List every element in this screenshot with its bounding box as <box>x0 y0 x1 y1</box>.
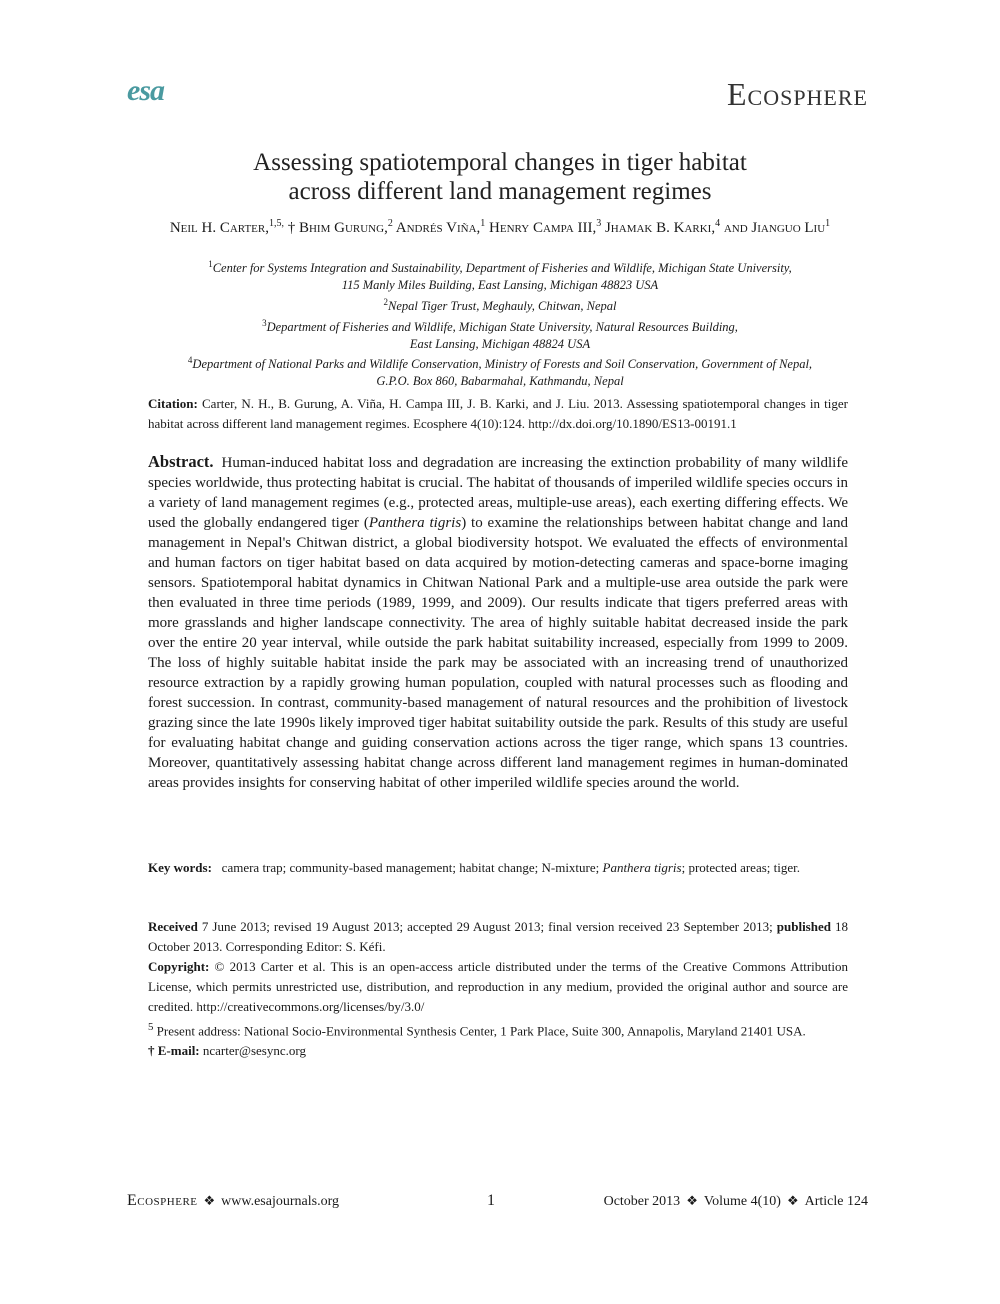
footer-left <box>127 1192 339 1211</box>
affiliation-3-line-2: East Lansing, Michigan 48824 USA <box>409 336 591 351</box>
published-label: published <box>776 919 831 934</box>
esa-logo: esa <box>127 74 164 107</box>
copyright-label: Copyright: <box>148 959 210 974</box>
keywords-text-2: ; protected areas; tiger. <box>681 860 800 875</box>
published-text: 18 October 2013. Corresponding Editor: S. Kéfi. <box>148 919 849 954</box>
footer-article: Article 124 <box>804 1194 868 1209</box>
journal-name: Ecosphere <box>726 76 868 112</box>
copyright-line <box>148 957 848 1017</box>
abstract-text-2: ) to examine the relationships between habitat change and land management in Nepal's Chitwan district, a global biodiversity hotspot. We evaluated the effects of environmental and human factors on tiger habitat based on data acquired by motion-detecting cameras and space-borne imaging sensors. Spatiotemporal habitat dynamics in Chitwan National Park and a multiple-use area outside the park were then evaluated in three time periods (1989, 1999, and 2009). Our results indicate that tigers preferred areas with more grasslands and higher landscape connectivity. The area of highly suitable habitat decreased inside the park over the entire 20 year interval, while outside the park habitat suitability increased, especially from 1999 to 2009. The loss of highly suitable habitat inside the park may be associated with an increasing trend of unauthorized resource extraction by a rapidly growing human population, coupled with natural processes such as flooding and forest succession. In contrast, community-based management of natural resources and the prohibition of livestock grazing since the late 1990s likely improved tiger habitat suitability outside the park. Results of this study are useful for evaluating habitat change and guiding conservation actions across the tiger range, which spans 13 countries. Moreover, quantitatively assessing habitat change across different land management regimes in human-dominated areas provides insights for conserving habitat of other imperiled wildlife species around the world. <box>148 515 848 791</box>
footer-date: October 2013 <box>603 1194 681 1209</box>
affiliation-4-line-2: G.P.O. Box 860, Babarmahal, Kathmandu, Nepal <box>376 374 624 389</box>
affiliation-4: $^4$Department of National Parks and Wildlife Conservation, Ministry of Forests and Soil Conservation, Government of Nepal, <box>187 355 813 372</box>
email-line <box>148 1041 848 1061</box>
footer-right <box>604 1192 868 1211</box>
keywords-text-1: camera trap; community-based management; habitat change; N-mixture; <box>221 860 600 875</box>
diamond-icon: ❖ <box>786 1193 799 1208</box>
title-line-1: Assessing spatiotemporal changes in tiger habitat <box>253 149 747 176</box>
abstract-label: Abstract. <box>148 452 214 471</box>
affiliation-1-line-2: 115 Manly Miles Building, East Lansing, Michigan 48823 USA <box>341 277 659 292</box>
author-list <box>60 214 940 238</box>
page-footer <box>127 1192 868 1210</box>
received-label: Received <box>148 919 198 934</box>
citation-label: Citation: <box>148 396 198 411</box>
author-1: Neil H. Carter,$^{1,5,}$ <box>169 218 284 236</box>
email-label: † E-mail: <box>148 1043 200 1059</box>
present-address-text: Present address: National Socio-Environmental Synthesis Center, 1 Park Place, Suite 300, Annapolis, Maryland 21401 USA. <box>156 1023 806 1039</box>
copyright-text: © 2013 Carter et al. This is an open-access article distributed under the terms of the Creative Commons Attribution License, which permits unrestricted use, distribution, and reproduction in any medium, provided the original author and source are credited. http://creativecommons.org/licenses/by/3.0/ <box>148 959 849 1014</box>
affiliations <box>120 256 880 390</box>
title-line-2: across different land management regimes <box>288 178 712 205</box>
author-6: and Jianguo Liu$^1$ <box>723 218 831 236</box>
page-number: 1 <box>487 1192 495 1209</box>
present-address-sup: 5 <box>148 1021 154 1033</box>
abstract-species: Panthera tigris <box>368 515 462 531</box>
author-4: Henry Campa III,$^3$ <box>489 218 602 236</box>
citation <box>148 394 848 433</box>
author-3: Andrés Viña,$^1$ <box>395 218 486 236</box>
citation-text: Carter, N. H., B. Gurung, A. Viña, H. Campa III, J. B. Karki, and J. Liu. 2013. Assessing spatiotemporal changes in tiger habitat across different land management regimes. Ecosphere 4(10):124. http://dx.doi.org/10.1890/ES13-00191.1 <box>148 396 849 431</box>
received-line <box>148 917 848 957</box>
article-notes <box>148 917 848 1061</box>
paper-title <box>100 148 900 206</box>
author-5: Jhamak B. Karki,$^4$ <box>604 218 721 236</box>
keywords-species: Panthera tigris <box>602 860 682 875</box>
abstract-text-1: Human-induced habitat loss and degradation are increasing the extinction probability of many wildlife species worldwide, thus protecting habitat is crucial. The habitat of thousands of imperiled wildlife species occurs in a variety of land management regimes (e.g., protected areas, multiple-use areas), each exerting differing effects. We used the globally endangered tiger ( <box>148 455 848 531</box>
present-address <box>148 1017 848 1041</box>
footer-website[interactable]: www.esajournals.org <box>221 1194 339 1209</box>
received-text: 7 June 2013; revised 19 August 2013; accepted 29 August 2013; final version received 23 September 2013; <box>201 919 773 934</box>
abstract <box>148 452 848 793</box>
affiliation-2: $^2$Nepal Tiger Trust, Meghauly, Chitwan, Nepal <box>383 296 617 313</box>
footer-journal: Ecosphere <box>127 1192 198 1209</box>
diamond-icon: ❖ <box>686 1193 698 1208</box>
diamond-icon: ❖ <box>203 1193 216 1208</box>
author-2: † Bhim Gurung,$^2$ <box>287 218 393 236</box>
affiliation-3: $^3$Department of Fisheries and Wildlife, Michigan State University, Natural Resources Building, <box>262 317 738 334</box>
keywords <box>148 858 848 878</box>
keywords-label: Key words: <box>148 860 212 875</box>
email-address[interactable]: ncarter@sesync.org <box>202 1043 306 1059</box>
footer-volume: Volume 4(10) <box>703 1194 781 1209</box>
affiliation-1: $^1$Center for Systems Integration and Sustainability, Department of Fisheries and Wildlife, Michigan State University, <box>208 259 792 276</box>
